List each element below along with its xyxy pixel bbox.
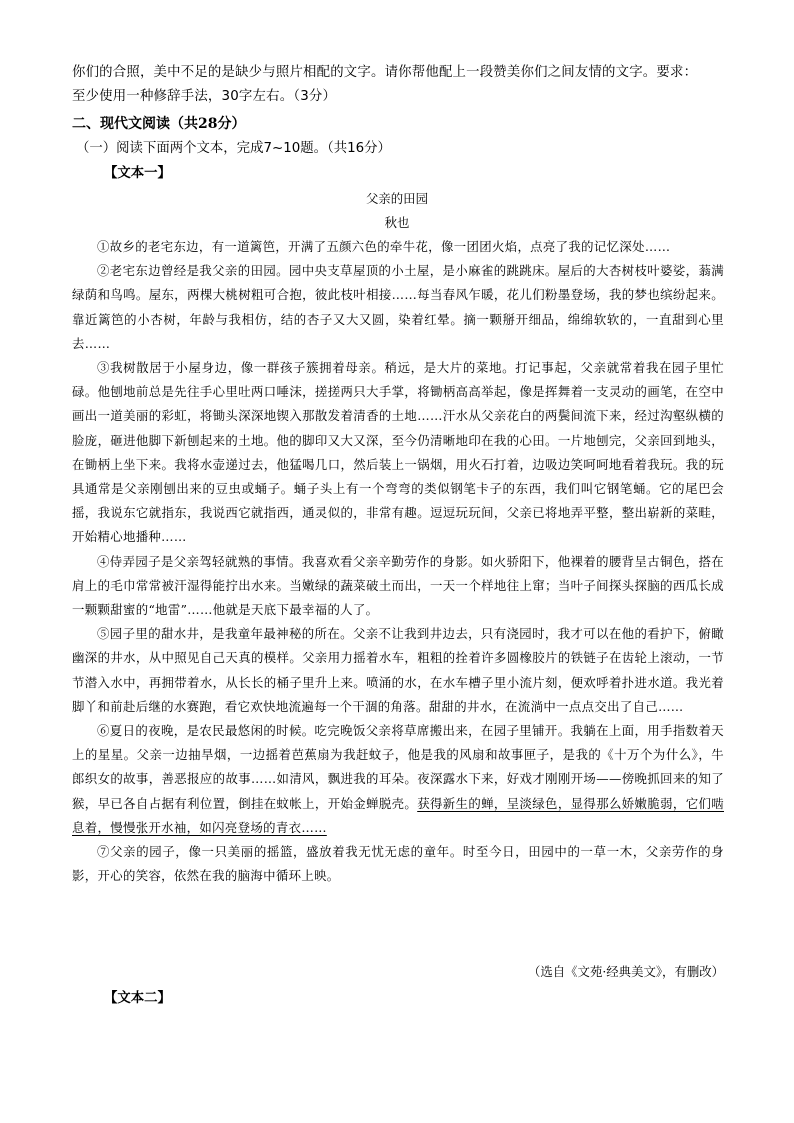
paragraph-1: ①故乡的老宅东边，有一道篱笆，开满了五颜六色的牵牛花，像一团团火焰，点亮了我的记忆深处…… [97,239,671,254]
intro-line-2: 至少使用一种修辞手法，30字左右。（3分） [72,89,337,104]
subsection-instruction: （一）阅读下面两个文本，完成7~10题。（共16分） [76,141,391,156]
question-intro [72,61,726,109]
article-title: 父亲的田园 [366,191,428,206]
paragraph-6-text: ⑥夏日的夜晚，是农民最悠闲的时候。吃完晚饭父亲将草席搬出来，在园子里铺开。我躺在上面，用手指数着天上的星星。父亲一边抽旱烟，一边摇着芭蕉扇为我赶蚊子，他是我的风扇和故事匣子，是我的《十万个为什么》，牛郎织女的故事，善恶报应的故事……如清风，飘进我的耳朵。夜深露水下来，好戏才刚刚开场——傍晚抓回来的知了猴，早已各自占据有利位置，倒挂在蚊帐上，开始金蝉脱壳。 [72,723,724,811]
article-body [72,235,724,888]
paragraph-2: ②老宅东边曾经是我父亲的田园。园中央支草屋顶的小土屋，是小麻雀的跳跳床。屋后的大杏树枝叶婆娑，蓊满绿荫和鸟鸣。屋东，两棵大桃树粗可合抱，彼此枝叶相接……每当春风乍暖，花儿们粉墨登场，我的梦也缤纷起来。靠近篱笆的小杏树，年龄与我相仿，结的杏子又大又圆，染着红晕。摘一颗掰开细品，绵绵软软的，一直甜到心里去…… [72,263,724,351]
article-source: （选自《文苑·经典美文》，有删改） [528,964,724,979]
text-one-label: 【文本一】 [104,165,171,181]
section-heading: 二、现代文阅读（共28分） [72,116,246,132]
paragraph-7: ⑦父亲的园子，像一只美丽的摇篮，盛放着我无忧无虑的童年。时至今日，田园中的一草一木，父亲劳作的身影，开心的笑容，依然在我的脑海中循环上映。 [72,844,724,884]
text-two-label: 【文本二】 [104,990,171,1006]
paragraph-4: ④侍弄园子是父亲驾轻就熟的事情。我喜欢看父亲辛勤劳作的身影。如火骄阳下，他裸着的腰背呈古铜色，搭在肩上的毛巾常常被汗湿得能拧出水来。当嫩绿的蔬菜破土而出，一天一个样地往上窜；当叶子间探头探脑的西瓜长成一颗颗甜蜜的“地雷”……他就是天底下最幸福的人了。 [72,553,724,618]
paragraph-3: ③我树散居于小屋身边，像一群孩子簇拥着母亲。稍远，是大片的菜地。打记事起，父亲就常着我在园子里忙碌。他刨地前总是先往手心里吐两口唾沫，搓搓两只大手掌，将锄柄高高举起，像是挥舞着一支灵动的画笔，在空中画出一道美丽的彩虹，将锄头深深地锲入那散发着清香的土地……汗水从父亲花白的两鬓间流下来，经过沟壑纵横的脸庞，砸进他脚下新刨起来的土地。他的脚印又大又深，至今仍清晰地印在我的心田。一片地刨完，父亲回到地头，在锄柄上坐下来。我将水壶递过去，他猛喝几口，然后装上一锅烟，用火石打着，边吸边笑呵呵地看着我玩。我的玩具通常是父亲刚刨出来的豆虫或蛹子。蛹子头上有一个弯弯的类似钢笔卡子的东西，我们叫它钢笔蛹。它的尾巴会摇，我说东它就指东，我说西它就指西，通灵似的，非常有趣。逗逗玩玩间，父亲已将地弄平整，整出崭新的菜畦，开始精心地播种…… [72,360,724,545]
article-author: 秋也 [384,215,410,230]
intro-line-1: 你们的合照，美中不足的是缺少与照片相配的文字。请你帮他配上一段赞美你们之间友情的文字。要求： [72,65,698,80]
paragraph-5: ⑤园子里的甜水井，是我童年最神秘的所在。父亲不让我到井边去，只有浇园时，我才可以在他的看护下，俯瞰幽深的井水，从中照见自己天真的模样。父亲用力摇着水车，粗粗的拴着许多圆橡胶片的铁链子在齿轮上滚动，一节节潜入水中，再拥带着水，从长长的桶子里升上来。喷涌的水，在水车槽子里小流片刻，便欢呼着扑进水道。我光着脚丫和前赴后继的水赛跑，看它欢快地流遍每一个干涸的角落。甜甜的井水，在流淌中一点点交出了自己…… [72,626,724,714]
paragraph-6 [72,719,724,840]
underlined-sentence: 获得新生的蝉，呈淡绿色，显得那么娇嫩脆弱，它们啮息着，慢慢张开水袖，如闪亮登场的青衣…… [72,795,724,835]
